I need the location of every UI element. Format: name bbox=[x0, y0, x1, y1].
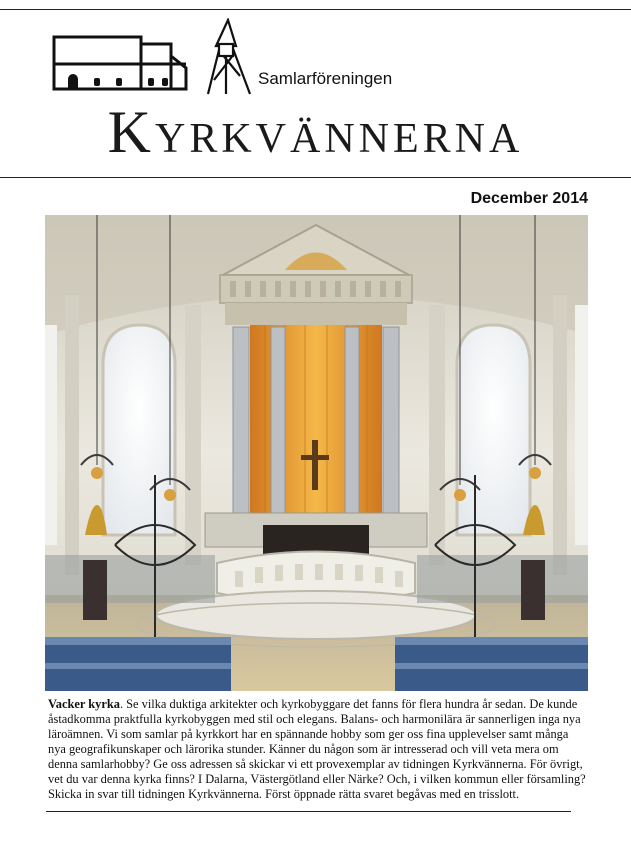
article-body: . Se vilka duktiga arkitekter och kyrkobyggare det fanns för flera hundra år sedan. De kunde åstadkomma praktfulla kyrkobyggen med stil och elegans. Balans- och harmonilära är sannerligen inga nya läroämnen. Vi som samlar på kyrkkort har en spännande hobby som ger oss fina upplevelser samt många nya geografikunskaper och lärorika stunder. Känner du någon som är intresserad och vill veta mera om denna samlarhobby? Ge oss adressen så skickar vi ett provexemplar av tidningen Kyrkvännerna. För övrigt, vet du var denna kyrka finns? I Dalarna, Västergötland eller Närke? Och, i vilken kommun eller församling? Skicka in svar till tidningen Kyrkvännerna. Först öppnade rätta svaret begåvas med en trisslott. bbox=[48, 697, 586, 801]
bottom-rule bbox=[46, 811, 571, 812]
church-interior-photo bbox=[45, 215, 588, 691]
org-name: Samlarföreningen bbox=[258, 69, 393, 88]
church-logo-icon bbox=[50, 18, 255, 98]
masthead-rule bbox=[0, 177, 631, 178]
article-lead: Vacker kyrka bbox=[48, 697, 120, 711]
issue-date: December 2014 bbox=[470, 190, 588, 207]
masthead-title: Kyrkvännerna bbox=[107, 99, 524, 165]
top-rule bbox=[0, 9, 631, 10]
article-caption bbox=[48, 697, 588, 802]
